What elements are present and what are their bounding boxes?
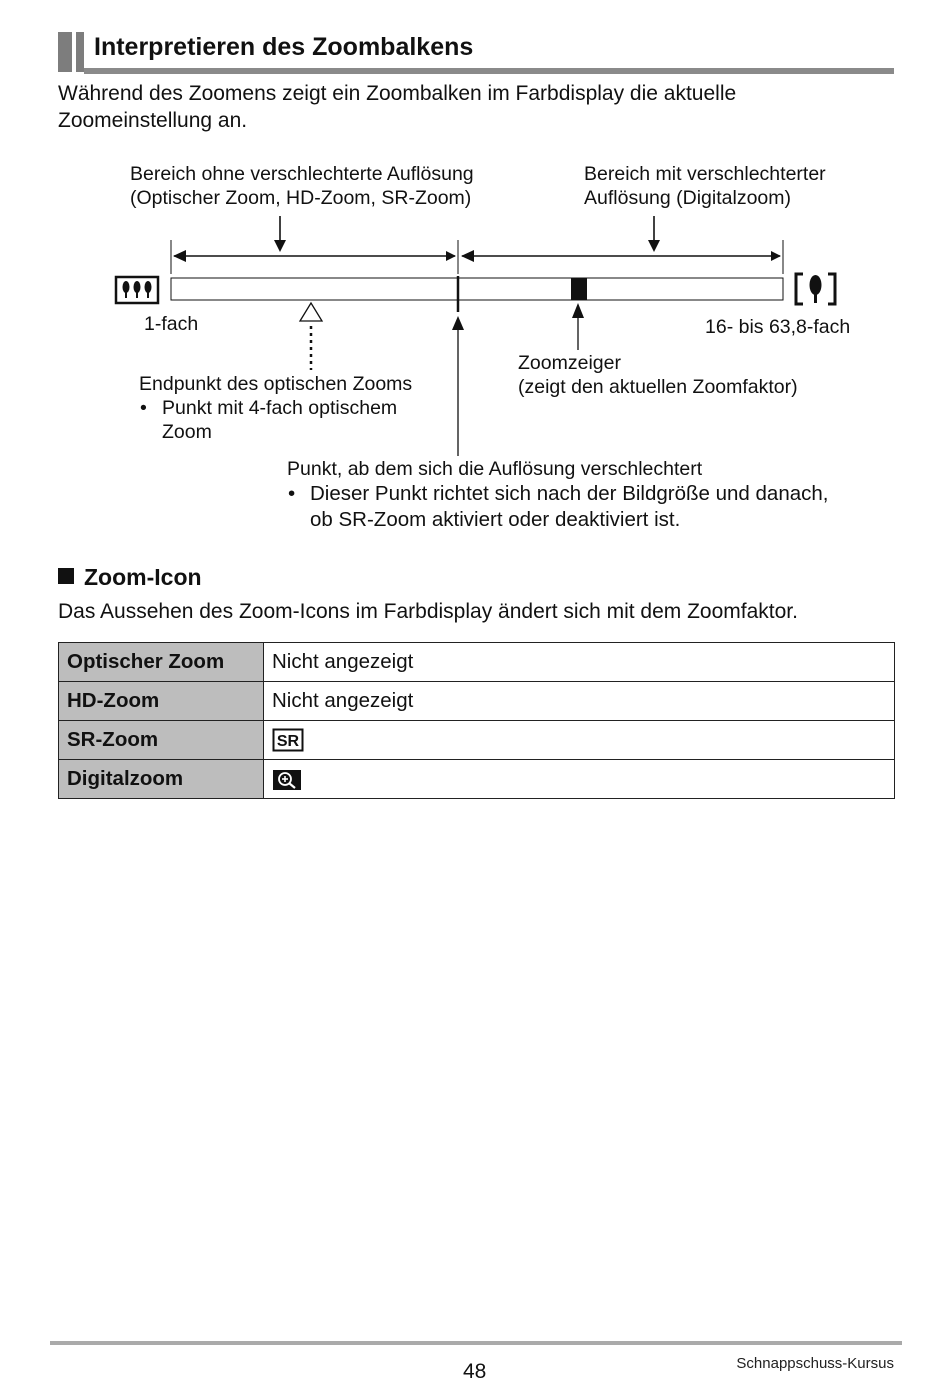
zoom-pointer <box>571 278 587 300</box>
optical-end-bullet: • Punkt mit 4-fach optischem Zoom <box>140 397 398 443</box>
row-value <box>264 760 895 799</box>
footer-rule <box>50 1341 902 1345</box>
row-label: SR-Zoom <box>59 721 264 760</box>
row-value <box>264 721 895 760</box>
page-title: Interpretieren des Zoombalkens <box>94 33 474 61</box>
zoom-icon-heading: Zoom-Icon <box>58 564 202 591</box>
optical-end-title: Endpunkt des optischen Zooms <box>139 373 413 395</box>
digital-zoom-magnifier-icon <box>272 769 302 791</box>
row-label: Digitalzoom <box>59 760 264 799</box>
range-right-arrow-head-start <box>461 250 474 262</box>
table-row <box>59 682 895 721</box>
zoom-bar <box>171 278 783 300</box>
zoom-icon-description: Das Aussehen des Zoom-Icons im Farbdisplay ändert sich mit dem Zoomfaktor. <box>58 600 798 623</box>
footer-section-name: Schnappschuss-Kursus <box>736 1355 894 1372</box>
range-right-label: Bereich mit verschlechterter Auflösung (Digitalzoom) <box>584 163 826 209</box>
degrade-point-callout <box>287 457 828 533</box>
intro-paragraph: Während des Zoomens zeigt ein Zoombalken im Farbdisplay die aktuelle Zoomeinstellung an. <box>58 82 737 132</box>
optical-end-callout <box>139 372 412 444</box>
sr-zoom-icon <box>272 728 304 752</box>
row-label: Optischer Zoom <box>59 643 264 682</box>
section-square-icon <box>58 568 74 584</box>
optical-end-triangle <box>300 303 322 321</box>
zoom-pointer-callout: Zoomzeiger (zeigt den aktuellen Zoomfaktor) <box>518 352 798 398</box>
table-row <box>59 721 895 760</box>
degrade-point-title: Punkt, ab dem sich die Auflösung verschlechtert <box>287 458 703 480</box>
row-value: Nicht angezeigt <box>264 682 895 721</box>
zoom-icon-table <box>58 642 895 799</box>
range-left-label: Bereich ohne verschlechterte Auflösung (Optischer Zoom, HD-Zoom, SR-Zoom) <box>130 163 474 209</box>
degrade-point-bullet: • Dieser Punkt richtet sich nach der Bildgröße und danach, ob SR-Zoom aktiviert oder deaktiviert ist. <box>288 482 829 531</box>
svg-text:SR: SR <box>276 733 300 751</box>
table-row <box>59 643 895 682</box>
row-value: Nicht angezeigt <box>264 643 895 682</box>
max-zoom-label: 16- bis 63,8-fach <box>705 316 851 338</box>
table-row <box>59 760 895 799</box>
row-label: HD-Zoom <box>59 682 264 721</box>
wide-angle-trees-icon <box>116 277 158 303</box>
min-zoom-label: 1-fach <box>144 313 199 335</box>
page-number: 48 <box>463 1360 487 1383</box>
range-left-arrow-head-start <box>173 250 186 262</box>
telephoto-tree-icon <box>796 274 835 304</box>
